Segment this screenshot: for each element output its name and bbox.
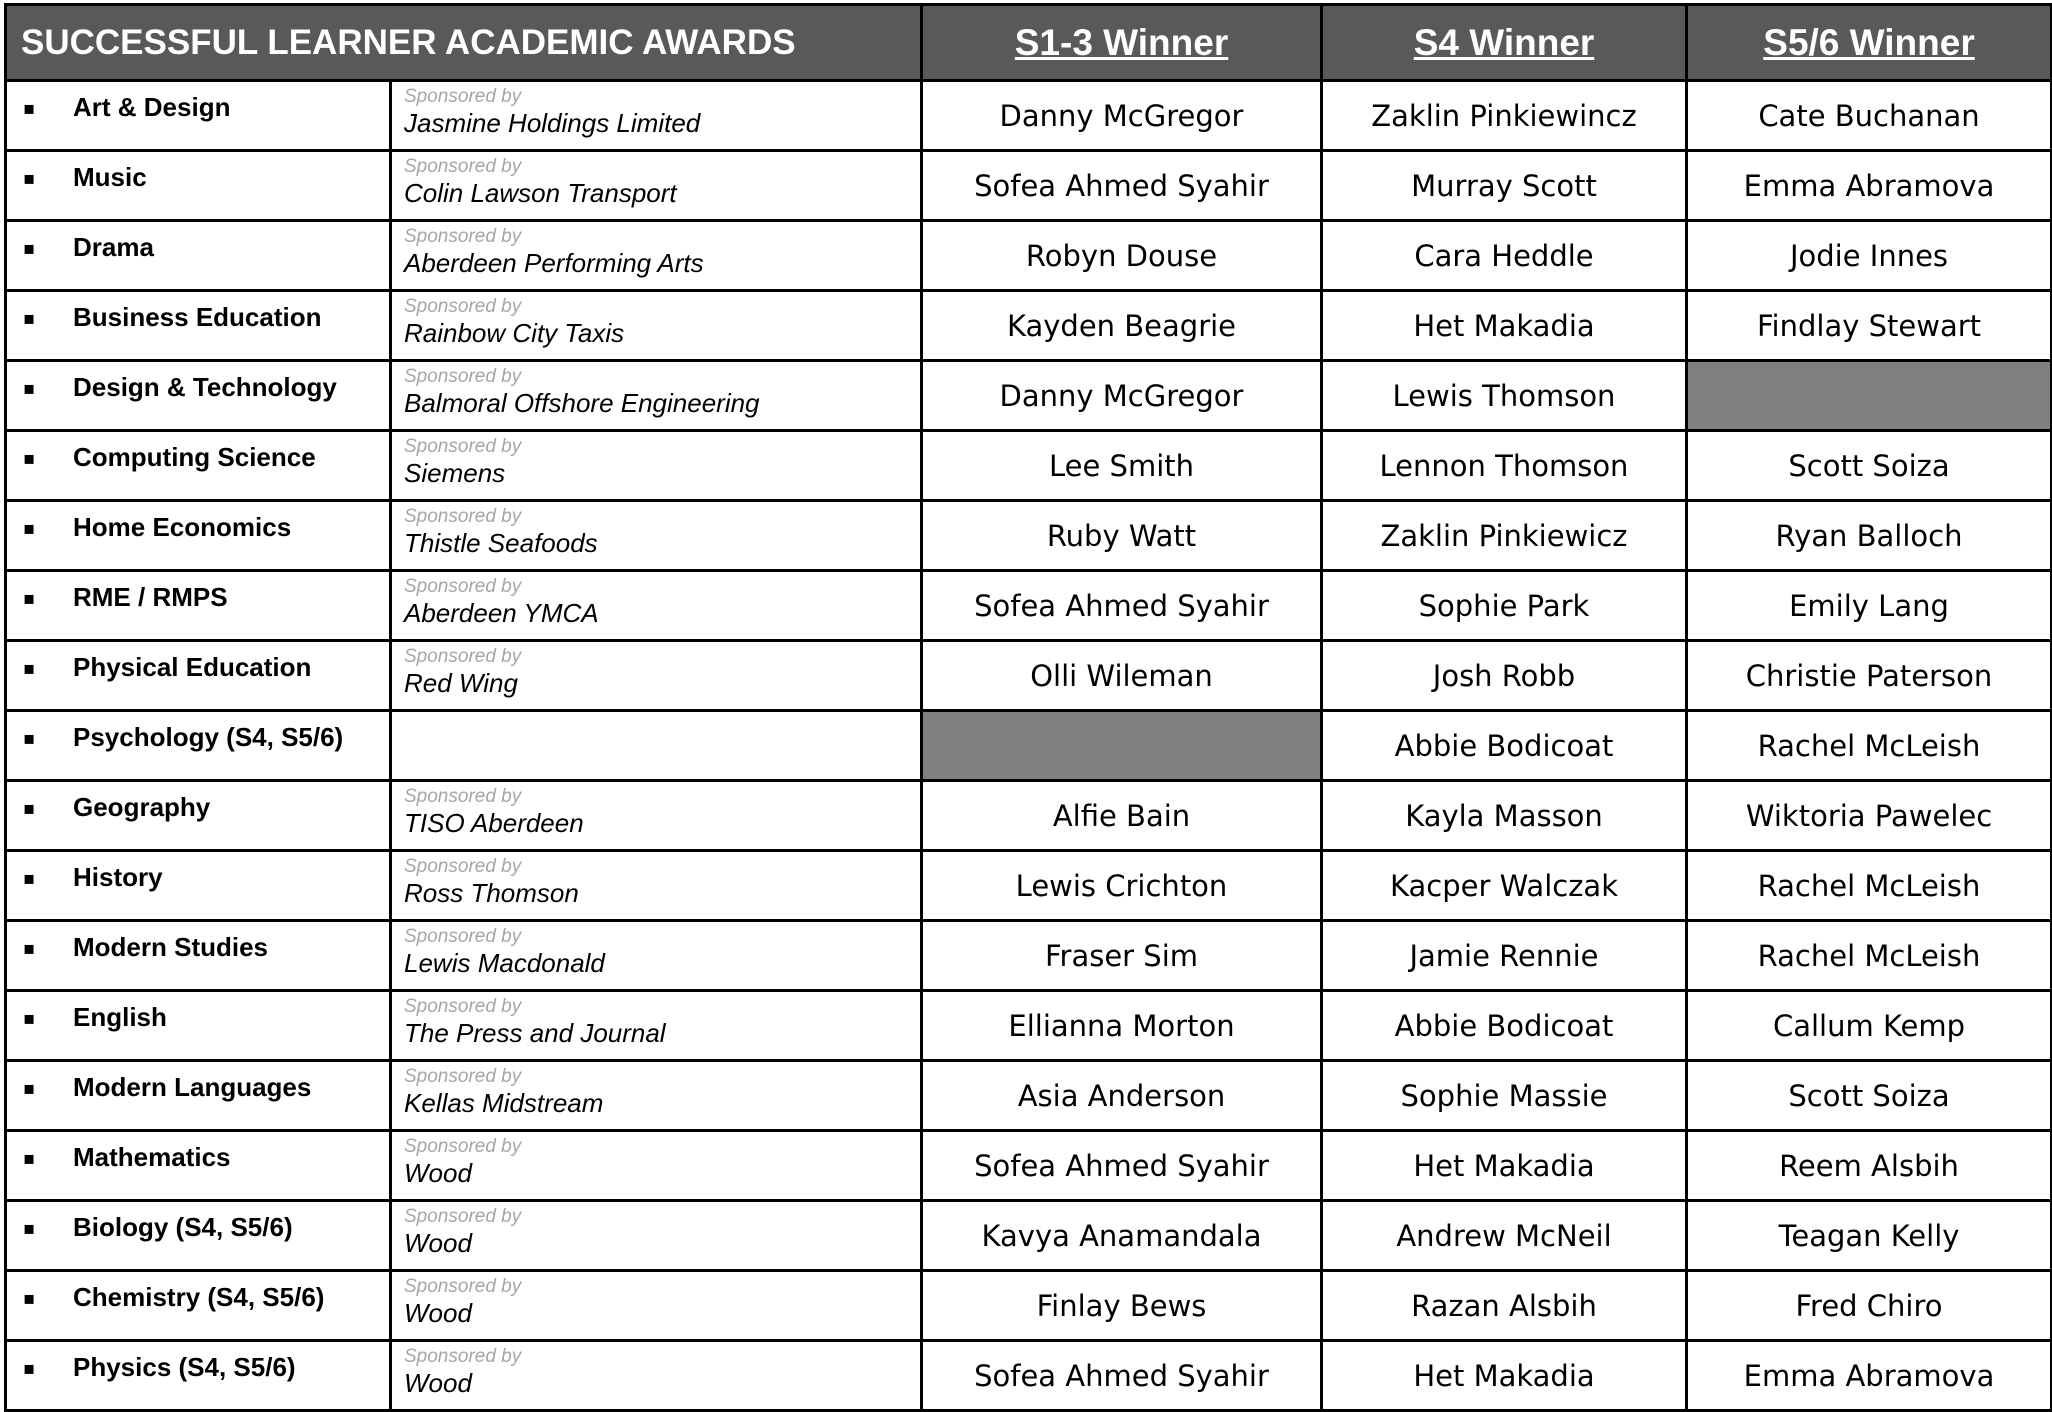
sponsor-name: The Press and Journal [404, 1018, 666, 1048]
winner-s5-6: Scott Soiza [1687, 431, 2052, 501]
winner-s1-3: Sofea Ahmed Syahir [922, 1131, 1322, 1201]
subject-cell [6, 501, 391, 571]
sponsor-name: Colin Lawson Transport [404, 178, 677, 208]
table-row [6, 1271, 2052, 1341]
bullet-icon: ▪ [23, 168, 36, 189]
bullet-icon: ▪ [23, 798, 36, 819]
sponsor-name: Wood [404, 1228, 472, 1258]
sponsor-cell [391, 641, 922, 711]
winner-s5-6: Emma Abramova [1687, 151, 2052, 221]
table-row [6, 571, 2052, 641]
winner-s1-3: Ellianna Morton [922, 991, 1322, 1061]
winner-s1-3: Asia Anderson [922, 1061, 1322, 1131]
sponsor-cell [391, 851, 922, 921]
winner-s4: Josh Robb [1322, 641, 1687, 711]
winner-s1-3: Sofea Ahmed Syahir [922, 571, 1322, 641]
winner-s5-6: Scott Soiza [1687, 1061, 2052, 1131]
sponsor-cell [391, 1201, 922, 1271]
bullet-icon: ▪ [23, 1358, 36, 1379]
winner-s1-3: Sofea Ahmed Syahir [922, 1341, 1322, 1411]
sponsor-cell [391, 991, 922, 1061]
table-title: SUCCESSFUL LEARNER ACADEMIC AWARDS [6, 5, 922, 81]
sponsor-name: Aberdeen YMCA [404, 598, 599, 628]
bullet-icon: ▪ [23, 448, 36, 469]
sponsor-name: Rainbow City Taxis [404, 318, 625, 348]
table-row [6, 1061, 2052, 1131]
subject-name: Computing Science [73, 442, 316, 472]
sponsored-by-label: Sponsored by [404, 1136, 522, 1157]
subject-name: RME / RMPS [73, 582, 228, 612]
subject-cell [6, 641, 391, 711]
sponsor-name: Lewis Macdonald [404, 948, 605, 978]
sponsor-name: Wood [404, 1298, 472, 1328]
sponsor-cell [391, 711, 922, 781]
sponsored-by-label: Sponsored by [404, 926, 522, 947]
bullet-icon: ▪ [23, 98, 36, 119]
subject-cell [6, 991, 391, 1061]
winner-s1-3: Sofea Ahmed Syahir [922, 151, 1322, 221]
sponsor-name: Aberdeen Performing Arts [404, 248, 704, 278]
table-row [6, 221, 2052, 291]
winner-s4: Zaklin Pinkiewincz [1322, 81, 1687, 151]
subject-name: Chemistry (S4, S5/6) [73, 1282, 325, 1312]
winner-s5-6: Emma Abramova [1687, 1341, 2052, 1411]
winner-s4: Abbie Bodicoat [1322, 711, 1687, 781]
subject-cell [6, 1061, 391, 1131]
sponsor-name: Siemens [404, 458, 506, 488]
awards-table [4, 3, 2052, 1412]
winner-s4: Kayla Masson [1322, 781, 1687, 851]
sponsored-by-label: Sponsored by [404, 226, 522, 247]
subject-name: Design & Technology [73, 372, 337, 402]
sponsored-by-label: Sponsored by [404, 1276, 522, 1297]
subject-name: Home Economics [73, 512, 292, 542]
sponsor-cell [391, 151, 922, 221]
sponsored-by-label: Sponsored by [404, 576, 522, 597]
winner-s4: Kacper Walczak [1322, 851, 1687, 921]
winner-s5-6: Cate Buchanan [1687, 81, 2052, 151]
table-row [6, 991, 2052, 1061]
winner-s1-3: Lee Smith [922, 431, 1322, 501]
sponsored-by-label: Sponsored by [404, 436, 522, 457]
subject-cell [6, 291, 391, 361]
bullet-icon: ▪ [23, 518, 36, 539]
sponsor-cell [391, 571, 922, 641]
sponsor-cell [391, 291, 922, 361]
bullet-icon: ▪ [23, 868, 36, 889]
header-row [6, 5, 2052, 81]
subject-name: History [73, 862, 163, 892]
subject-cell [6, 151, 391, 221]
bullet-icon: ▪ [23, 238, 36, 259]
subject-name: Geography [73, 792, 211, 822]
sponsor-cell [391, 1131, 922, 1201]
winner-s5-6: Rachel McLeish [1687, 921, 2052, 991]
sponsor-name: Jasmine Holdings Limited [404, 108, 701, 138]
winner-s5-6: Teagan Kelly [1687, 1201, 2052, 1271]
subject-name: Business Education [73, 302, 322, 332]
subject-name: Biology (S4, S5/6) [73, 1212, 293, 1242]
subject-cell [6, 431, 391, 501]
subject-name: Physics (S4, S5/6) [73, 1352, 296, 1382]
table-row [6, 431, 2052, 501]
bullet-icon: ▪ [23, 938, 36, 959]
subject-cell [6, 81, 391, 151]
winner-s5-6: Jodie Innes [1687, 221, 2052, 291]
table-row [6, 291, 2052, 361]
winner-s4: Cara Heddle [1322, 221, 1687, 291]
winner-s5-6: Rachel McLeish [1687, 851, 2052, 921]
table-row [6, 921, 2052, 991]
winner-s1-3: Robyn Douse [922, 221, 1322, 291]
winner-s1-3: Danny McGregor [922, 361, 1322, 431]
subject-cell [6, 361, 391, 431]
sponsor-cell [391, 1061, 922, 1131]
winner-s4: Murray Scott [1322, 151, 1687, 221]
sponsored-by-label: Sponsored by [404, 1066, 522, 1087]
subject-cell [6, 711, 391, 781]
sponsor-cell [391, 431, 922, 501]
sponsor-cell [391, 921, 922, 991]
sponsor-name: Kellas Midstream [404, 1088, 604, 1118]
table-row [6, 851, 2052, 921]
winner-s5-6: Rachel McLeish [1687, 711, 2052, 781]
winner-s4: Het Makadia [1322, 1131, 1687, 1201]
sponsor-name: Red Wing [404, 668, 518, 698]
winner-s4: Razan Alsbih [1322, 1271, 1687, 1341]
subject-name: Modern Languages [73, 1072, 312, 1102]
sponsor-name: TISO Aberdeen [404, 808, 584, 838]
bullet-icon: ▪ [23, 378, 36, 399]
subject-cell [6, 221, 391, 291]
column-header-s4: S4 Winner [1322, 5, 1687, 81]
subject-name: Mathematics [73, 1142, 231, 1172]
table-row [6, 1341, 2052, 1411]
subject-cell [6, 851, 391, 921]
winner-s1-3: Alfie Bain [922, 781, 1322, 851]
subject-cell [6, 921, 391, 991]
sponsor-cell [391, 781, 922, 851]
bullet-icon: ▪ [23, 1288, 36, 1309]
bullet-icon: ▪ [23, 588, 36, 609]
sponsored-by-label: Sponsored by [404, 856, 522, 877]
subject-cell [6, 781, 391, 851]
winner-s4: Jamie Rennie [1322, 921, 1687, 991]
winner-s4: Het Makadia [1322, 291, 1687, 361]
sponsor-cell [391, 501, 922, 571]
winner-s1-3: Danny McGregor [922, 81, 1322, 151]
winner-s5-6: Findlay Stewart [1687, 291, 2052, 361]
subject-cell [6, 1271, 391, 1341]
sponsor-cell [391, 81, 922, 151]
bullet-icon: ▪ [23, 728, 36, 749]
sponsor-cell [391, 221, 922, 291]
sponsor-name: Balmoral Offshore Engineering [404, 388, 760, 418]
winner-s4: Sophie Park [1322, 571, 1687, 641]
table-row [6, 361, 2052, 431]
winner-s1-3: Lewis Crichton [922, 851, 1322, 921]
table-row [6, 1131, 2052, 1201]
subject-cell [6, 1341, 391, 1411]
column-header-s1-3: S1-3 Winner [922, 5, 1322, 81]
sponsored-by-label: Sponsored by [404, 786, 522, 807]
winner-s5-6-empty [1687, 361, 2052, 431]
winner-s5-6: Christie Paterson [1687, 641, 2052, 711]
winner-s4: Lewis Thomson [1322, 361, 1687, 431]
winner-s5-6: Wiktoria Pawelec [1687, 781, 2052, 851]
subject-cell [6, 1201, 391, 1271]
subject-name: Music [73, 162, 147, 192]
award-rows [6, 81, 2052, 1411]
sponsored-by-label: Sponsored by [404, 86, 522, 107]
subject-name: Physical Education [73, 652, 312, 682]
winner-s5-6: Ryan Balloch [1687, 501, 2052, 571]
winner-s4: Andrew McNeil [1322, 1201, 1687, 1271]
sponsor-name: Wood [404, 1158, 472, 1188]
sponsored-by-label: Sponsored by [404, 366, 522, 387]
table-row [6, 81, 2052, 151]
bullet-icon: ▪ [23, 1218, 36, 1239]
column-header-s5-6: S5/6 Winner [1687, 5, 2052, 81]
bullet-icon: ▪ [23, 1078, 36, 1099]
sponsored-by-label: Sponsored by [404, 996, 522, 1017]
table-row [6, 781, 2052, 851]
winner-s5-6: Emily Lang [1687, 571, 2052, 641]
sponsor-cell [391, 1271, 922, 1341]
subject-cell [6, 571, 391, 641]
winner-s5-6: Reem Alsbih [1687, 1131, 2052, 1201]
bullet-icon: ▪ [23, 658, 36, 679]
table-row [6, 641, 2052, 711]
winner-s1-3-empty [922, 711, 1322, 781]
sponsored-by-label: Sponsored by [404, 506, 522, 527]
subject-name: Drama [73, 232, 154, 262]
subject-cell [6, 1131, 391, 1201]
subject-name: Art & Design [73, 92, 231, 122]
subject-name: Modern Studies [73, 932, 269, 962]
subject-name: English [73, 1002, 167, 1032]
sponsored-by-label: Sponsored by [404, 646, 522, 667]
sponsored-by-label: Sponsored by [404, 296, 522, 317]
winner-s5-6: Fred Chiro [1687, 1271, 2052, 1341]
table-row [6, 151, 2052, 221]
sponsor-name: Ross Thomson [404, 878, 579, 908]
winner-s5-6: Callum Kemp [1687, 991, 2052, 1061]
subject-name: Psychology (S4, S5/6) [73, 722, 344, 752]
table-row [6, 711, 2052, 781]
winner-s4: Het Makadia [1322, 1341, 1687, 1411]
winner-s1-3: Kavya Anamandala [922, 1201, 1322, 1271]
table-row [6, 1201, 2052, 1271]
sponsored-by-label: Sponsored by [404, 1206, 522, 1227]
winner-s4: Lennon Thomson [1322, 431, 1687, 501]
sponsor-name: Wood [404, 1368, 472, 1398]
winner-s4: Abbie Bodicoat [1322, 991, 1687, 1061]
winner-s1-3: Olli Wileman [922, 641, 1322, 711]
bullet-icon: ▪ [23, 308, 36, 329]
sponsor-name: Thistle Seafoods [404, 528, 598, 558]
sponsored-by-label: Sponsored by [404, 1346, 522, 1367]
sponsor-cell [391, 1341, 922, 1411]
winner-s4: Sophie Massie [1322, 1061, 1687, 1131]
sponsor-cell [391, 361, 922, 431]
winner-s1-3: Fraser Sim [922, 921, 1322, 991]
winner-s1-3: Finlay Bews [922, 1271, 1322, 1341]
winner-s1-3: Kayden Beagrie [922, 291, 1322, 361]
table-row [6, 501, 2052, 571]
bullet-icon: ▪ [23, 1008, 36, 1029]
winner-s4: Zaklin Pinkiewicz [1322, 501, 1687, 571]
bullet-icon: ▪ [23, 1148, 36, 1169]
sponsored-by-label: Sponsored by [404, 156, 522, 177]
winner-s1-3: Ruby Watt [922, 501, 1322, 571]
